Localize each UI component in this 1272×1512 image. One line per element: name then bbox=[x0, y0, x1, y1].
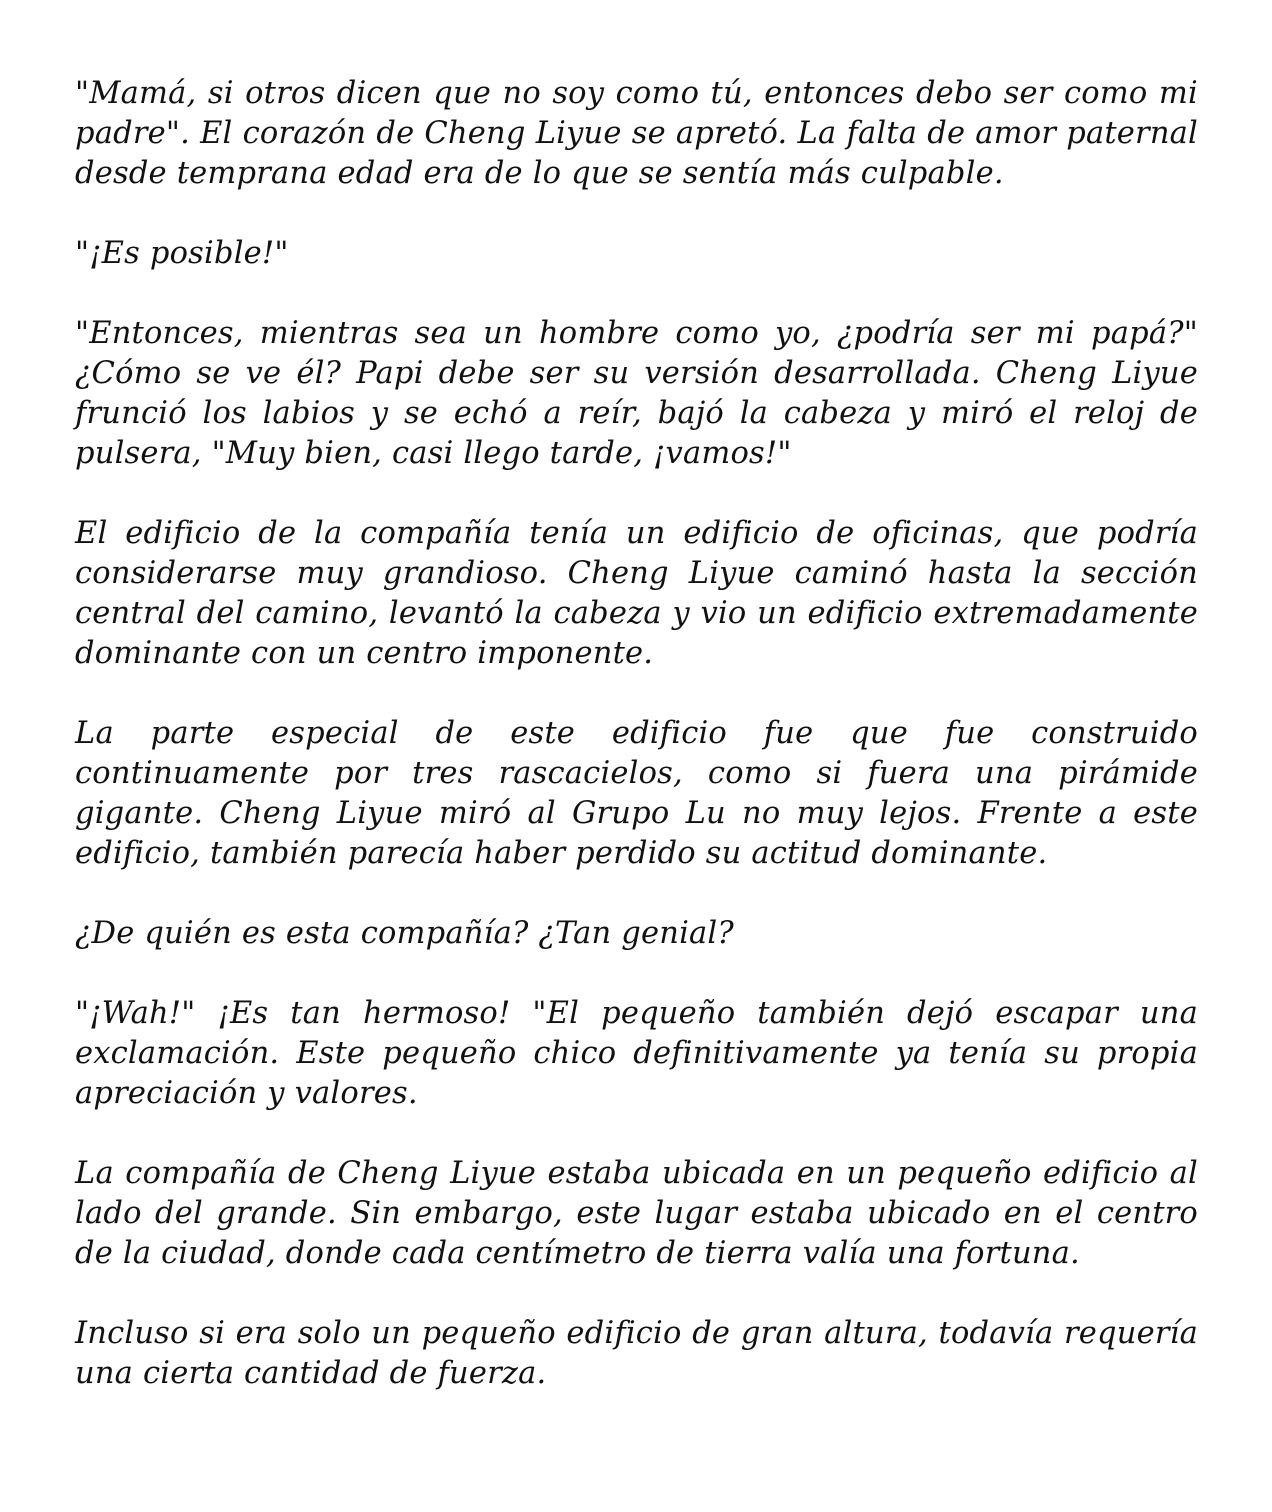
paragraph: ¿De quién es esta compañía? ¿Tan genial? bbox=[75, 916, 734, 951]
paragraph: Incluso si era solo un pequeño edificio de gran altura, todavía requería una cierta cantidad de fuerza. bbox=[75, 1316, 1198, 1391]
document-page bbox=[75, 74, 1198, 1394]
paragraph: La parte especial de este edificio fue que fue construido continuamente por tres rascacielos, como si fuera una pirámide gigante. Cheng Liyue miró al Grupo Lu no muy lejos. Frente a este edificio, también parecía haber perdido su actitud dominante. bbox=[75, 716, 1198, 871]
paragraph: "Entonces, mientras sea un hombre como yo, ¿podría ser mi papá?" ¿Cómo se ve él? Papi debe ser su versión desarrollada. Cheng Liyue frunció los labios y se echó a reír, bajó la cabeza y miró el reloj de pulsera, "Muy bien, casi llego tarde, ¡vamos!" bbox=[75, 316, 1198, 471]
paragraph: "Mamá, si otros dicen que no soy como tú, entonces debo ser como mi padre". El corazón de Cheng Liyue se apretó. La falta de amor paternal desde temprana edad era de lo que se sentía más culpable. bbox=[75, 76, 1198, 191]
paragraph: La compañía de Cheng Liyue estaba ubicada en un pequeño edificio al lado del grande. Sin embargo, este lugar estaba ubicado en el centro de la ciudad, donde cada centímetro de tierra valía una fortuna. bbox=[75, 1156, 1198, 1271]
paragraph: "¡Es posible!" bbox=[75, 236, 289, 271]
paragraph: El edificio de la compañía tenía un edificio de oficinas, que podría considerarse muy grandioso. Cheng Liyue caminó hasta la sección central del camino, levantó la cabeza y vio un edificio extremadamente dominante con un centro imponente. bbox=[75, 516, 1198, 671]
paragraph: "¡Wah!" ¡Es tan hermoso! "El pequeño también dejó escapar una exclamación. Este pequeño chico definitivamente ya tenía su propia apreciación y valores. bbox=[75, 996, 1198, 1111]
